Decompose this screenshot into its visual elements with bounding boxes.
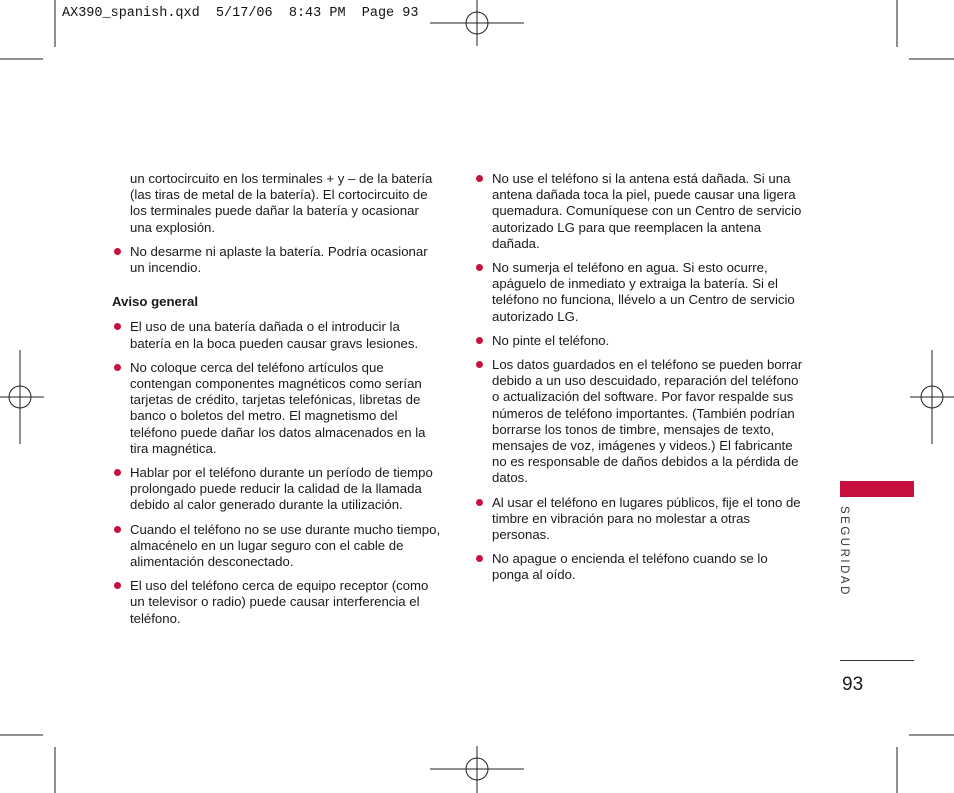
left-column — [112, 171, 442, 635]
continuation-paragraph: un cortocircuito en los terminales + y – de la batería (las tiras de metal de la batería). El cortocircuito de los terminales puede dañar la batería y ocasionar una explosión. — [130, 171, 433, 235]
list-item — [474, 260, 808, 325]
list-item — [474, 551, 808, 583]
list-item-text: No apague o encienda el teléfono cuando se lo ponga al oído. — [492, 551, 768, 583]
list-item-text: No sumerja el teléfono en agua. Si esto ocurre, apáguelo de inmediato y extraiga la batería. Si el teléfono no funciona, llévelo a un Centro de servicio autorizado LG. — [492, 260, 795, 324]
list-item — [112, 522, 442, 571]
bullet-icon — [114, 364, 121, 371]
list-item-text: Al usar el teléfono en lugares públicos, fije el tono de timbre en vibración para no molestar a otras personas. — [492, 494, 801, 543]
list-item-text: Los datos guardados en el teléfono se pueden borrar debido a un uso descuidado, reparación del teléfono o actualización del software. Por favor respalde sus números de teléfono importantes. (También podrían borrarse los tonos de timbre, mensajes de texto, mensajes de voz, imágenes y videos.) El fabricante no es responsable de daños debidos a la pérdida de datos. — [492, 357, 803, 486]
list-item-text: Hablar por el teléfono durante un período de tiempo prolongado puede reducir la calidad de la llamada debido al calor generado durante la utilización. — [130, 465, 433, 513]
bullet-icon — [114, 526, 121, 533]
list-item-text: No coloque cerca del teléfono artículos que contengan componentes magnéticos como serían tarjetas de crédito, tarjetas telefónicas, libretas de banco o boletos del metro. El magnetismo del teléfono puede dañar los datos almacenados en la tira magnética. — [130, 359, 426, 456]
list-item — [474, 171, 808, 252]
list-item — [112, 465, 442, 514]
bullet-icon — [114, 323, 121, 330]
page-number: 93 — [842, 674, 864, 695]
right-column — [474, 171, 808, 592]
bullet-icon — [114, 582, 121, 589]
section-heading: Aviso general — [112, 294, 198, 310]
page-number-rule — [840, 660, 914, 661]
list-item — [474, 495, 808, 544]
section-tab — [840, 481, 914, 497]
list-item — [112, 244, 442, 276]
bullet-icon — [476, 361, 483, 368]
section-label: SEGURIDAD — [838, 506, 850, 597]
list-item-text: No desarme ni aplaste la batería. Podría ocasionar un incendio. — [130, 243, 428, 276]
bullet-icon — [476, 555, 483, 562]
list-item — [112, 319, 442, 351]
list-item-text: Cuando el teléfono no se use durante mucho tiempo, almacénelo en un lugar seguro con el cable de alimentación desconectado. — [130, 521, 441, 570]
bullet-icon — [476, 499, 483, 506]
bullet-icon — [476, 264, 483, 271]
list-item — [112, 578, 442, 627]
bullet-icon — [114, 469, 121, 476]
list-item — [112, 360, 442, 457]
list-item-text: El uso de una batería dañada o el introducir la batería en la boca pueden causar gravs lesiones. — [130, 319, 419, 351]
list-item — [474, 357, 808, 487]
print-slug: AX390_spanish.qxd 5/17/06 8:43 PM Page 93 — [62, 6, 419, 21]
bullet-icon — [476, 175, 483, 182]
list-item-text: El uso del teléfono cerca de equipo receptor (como un televisor o radio) puede causar interferencia el teléfono. — [130, 578, 429, 626]
list-item-text: No use el teléfono si la antena está dañada. Si una antena dañada toca la piel, puede causar una ligera quemadura. Comuníquese con un Centro de servicio autorizado LG para que reemplacen la antena dañada. — [492, 171, 802, 251]
bullet-icon — [476, 337, 483, 344]
list-item-text: No pinte el teléfono. — [492, 332, 610, 348]
bullet-icon — [114, 248, 121, 255]
list-item — [474, 333, 808, 349]
